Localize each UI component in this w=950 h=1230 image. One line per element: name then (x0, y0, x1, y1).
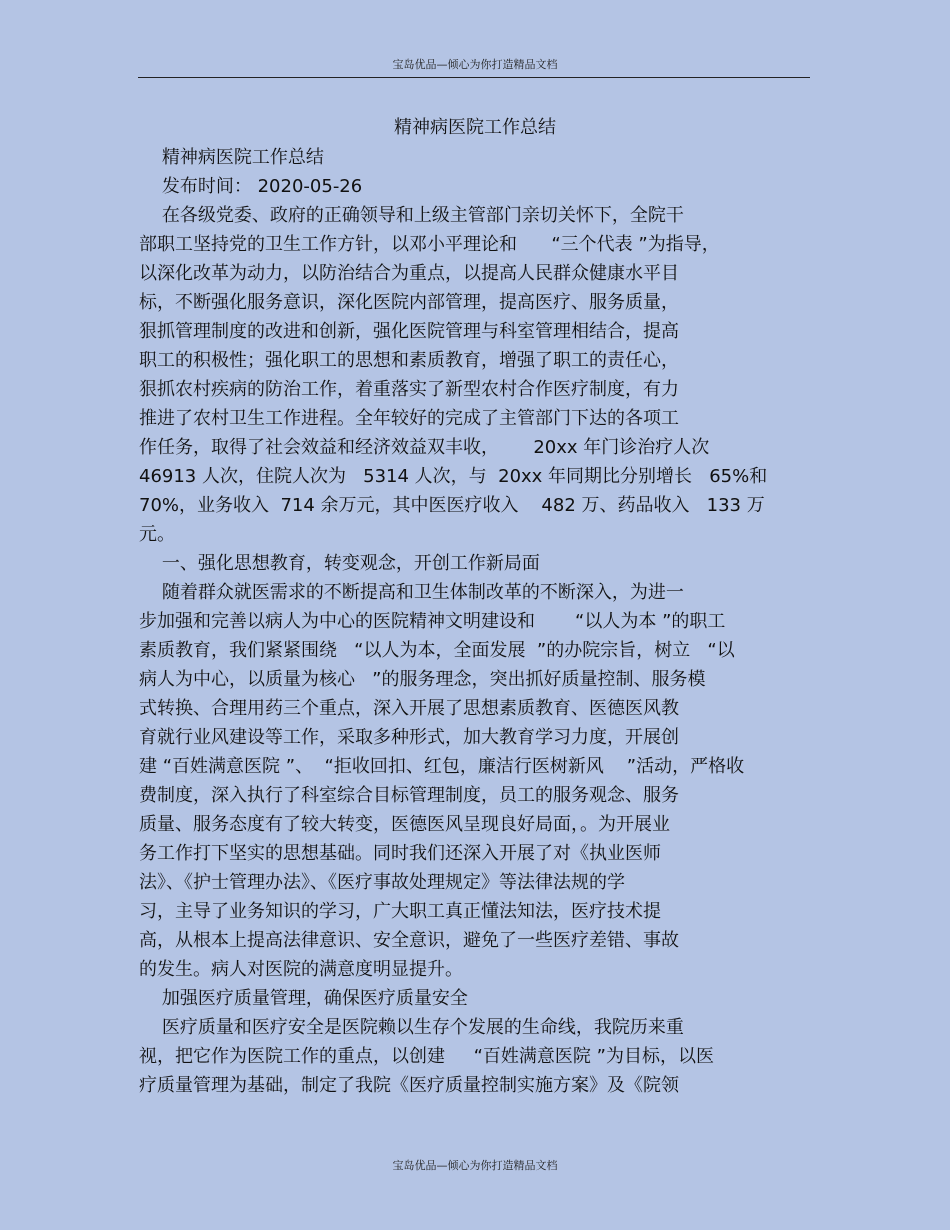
page-footer: 宝岛优品—倾心为你打造精品文档 (392, 1159, 558, 1172)
paragraph-line: 医疗质量和医疗安全是医院赖以生存个发展的生命线，我院历来重 (139, 1017, 684, 1038)
paragraph-line: 式转换、合理用药三个重点，深入开展了思想素质教育、医德医风教 (139, 698, 679, 719)
paragraph-line: 职工的积极性；强化职工的思想和素质教育，增强了职工的责任心， (139, 350, 679, 371)
paragraph-line: 法》、《护士管理办法》、《医疗事故处理规定》等法律法规的学 (139, 872, 625, 893)
paragraph-line: 育就行业风建设等工作，采取多种形式，加大教育学习力度，开展创 (139, 727, 679, 748)
paragraph-line: 在各级党委、政府的正确领导和上级主管部门亲切关怀下，全院干 (139, 205, 684, 226)
document-title: 精神病医院工作总结 (394, 117, 556, 138)
paragraph-line: 标，不断强化服务意识，深化医院内部管理，提高医疗、服务质量， (139, 292, 679, 313)
paragraph-line: 素质教育，我们紧紧围绕 “以人为本，全面发展 ”的办院宗旨，树立 “以 (139, 640, 735, 661)
paragraph-line: 狠抓农村疾病的防治工作，着重落实了新型农村合作医疗制度，有力 (139, 379, 679, 400)
page-header: 宝岛优品—倾心为你打造精品文档 (392, 58, 558, 71)
paragraph-line: 的发生。病人对医院的满意度明显提升。 (139, 959, 463, 980)
paragraph-line: 步加强和完善以病人为中心的医院精神文明建设和 “以人为本 ”的职工 (139, 611, 726, 632)
paragraph-line: 元。 (139, 524, 175, 545)
paragraph-line: 发布时间： 2020-05-26 (139, 176, 363, 197)
paragraph-line: 部职工坚持党的卫生工作方针，以邓小平理论和 “三个代表 ”为指导， (139, 234, 720, 255)
paragraph-line: 建 “百姓满意医院 ”、 “拒收回扣、红包，廉洁行医树新风 ”活动，严格收 (139, 756, 745, 777)
paragraph-line: 费制度，深入执行了科室综合目标管理制度，员工的服务观念、服务 (139, 785, 679, 806)
paragraph-line: 病人为中心，以质量为核心 ”的服务理念，突出抓好质量控制、服务模 (139, 669, 706, 690)
paragraph-line: 务工作打下坚实的思想基础。同时我们还深入开展了对《执业医师 (139, 843, 661, 864)
paragraph-line: 精神病医院工作总结 (139, 147, 324, 168)
paragraph-line: 作任务，取得了社会效益和经济效益双丰收， 20xx 年门诊治疗人次 (139, 437, 710, 458)
paragraph-line: 习，主导了业务知识的学习，广大职工真正懂法知法，医疗技术提 (139, 901, 661, 922)
paragraph-line: 高，从根本上提高法律意识、安全意识，避免了一些医疗差错、事故 (139, 930, 679, 951)
paragraph-line: 疗质量管理为基础，制定了我院《医疗质量控制实施方案》及《院领 (139, 1075, 679, 1096)
paragraph-line: 46913 人次，住院人次为 5314 人次，与 20xx 年同期比分别增长 65%和 (139, 466, 768, 487)
paragraph-line: 70%，业务收入 714 余万元，其中医医疗收入 482 万、药品收入 133 万 (139, 495, 765, 516)
paragraph-line: 推进了农村卫生工作进程。全年较好的完成了主管部门下达的各项工 (139, 408, 679, 429)
header-divider (138, 77, 810, 78)
document-body (139, 143, 819, 1100)
paragraph-line: 随着群众就医需求的不断提高和卫生体制改革的不断深入，为进一 (139, 582, 684, 603)
paragraph-line: 一、强化思想教育，转变观念，开创工作新局面 (139, 553, 540, 574)
paragraph-line: 以深化改革为动力，以防治结合为重点，以提高人民群众健康水平目 (139, 263, 679, 284)
paragraph-line: 视，把它作为医院工作的重点，以创建 “百姓满意医院 ”为目标，以医 (139, 1046, 714, 1067)
paragraph-line: 狠抓管理制度的改进和创新，强化医院管理与科室管理相结合，提高 (139, 321, 679, 342)
paragraph-line: 加强医疗质量管理，确保医疗质量安全 (139, 988, 468, 1009)
paragraph-line: 质量、服务态度有了较大转变，医德医风呈现良好局面，。为开展业 (139, 814, 670, 835)
